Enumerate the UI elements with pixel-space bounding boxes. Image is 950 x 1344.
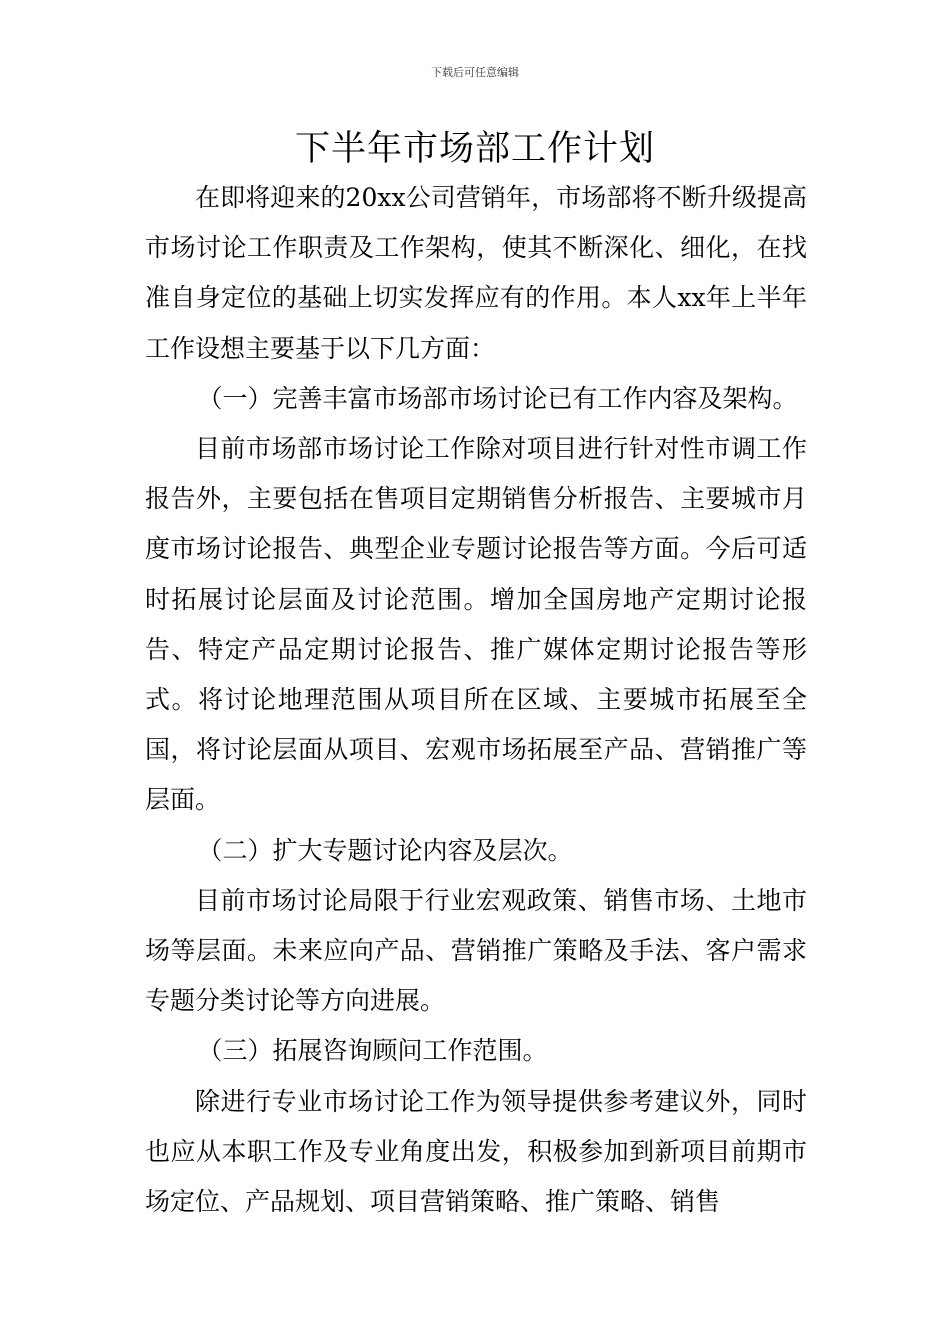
header-note: 下载后可任意编辑 — [431, 66, 519, 79]
paragraph-intro: 在即将迎来的20xx公司营销年，市场部将不断升级提高市场讨论工作职责及工作架构，使其不断深化、细化，在找准自身定位的基础上切实发挥应有的作用。本人xx年上半年工作设想主要基于以下几方面： — [145, 183, 807, 363]
section-heading-2: （二）扩大专题讨论内容及层次。 — [197, 835, 573, 865]
paragraph-section-2: 目前市场讨论局限于行业宏观政策、销售市场、土地市场等层面。未来应向产品、营销推广策略及手法、客户需求专题分类讨论等方向进展。 — [145, 885, 807, 1016]
paragraph-section-1: 目前市场部市场讨论工作除对项目进行针对性市调工作报告外，主要包括在售项目定期销售分析报告、主要城市月度市场讨论报告、典型企业专题讨论报告等方面。今后可适时拓展讨论层面及讨论范围。增加全国房地产定期讨论报告、特定产品定期讨论报告、推广媒体定期讨论报告等形式。将讨论地理范围从项目所在区域、主要城市拓展至全国，将讨论层面从项目、宏观市场拓展至产品、营销推广等层面。 — [145, 434, 807, 815]
paragraph-section-3: 除进行专业市场讨论工作为领导提供参考建议外，同时也应从本职工作及专业角度出发，积极参加到新项目前期市场定位、产品规划、项目营销策略、推广策略、销售 — [145, 1086, 807, 1217]
document-title: 下半年市场部工作计划 — [294, 129, 655, 169]
document-body — [145, 173, 807, 1227]
section-heading-1: （一）完善丰富市场部市场讨论已有工作内容及架构。 — [197, 383, 798, 413]
section-heading-3: （三）拓展咨询顾问工作范围。 — [197, 1036, 548, 1066]
